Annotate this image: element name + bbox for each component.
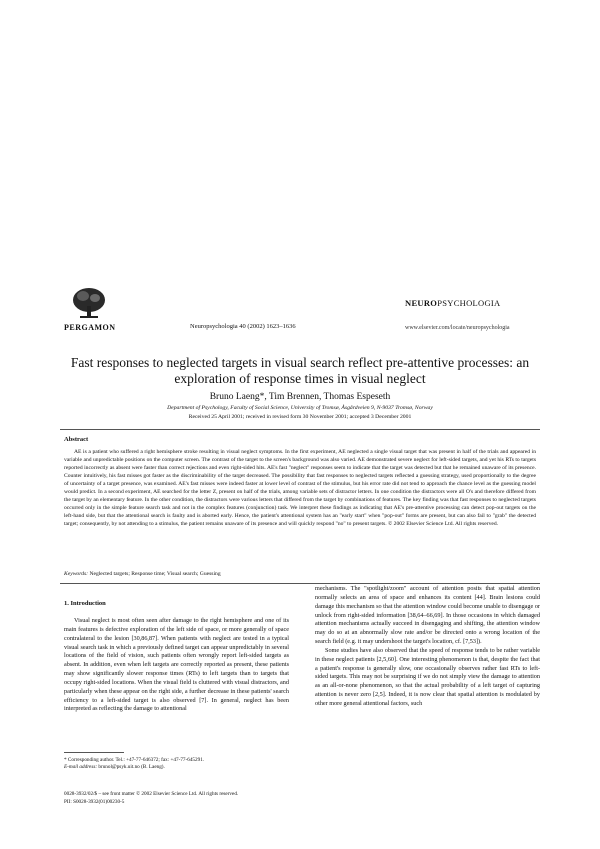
footnote-corresponding: * Corresponding author. Tel.: +47-77-646372; fax: +47-77-645291. [64, 757, 205, 763]
section-heading: 1. Introduction [64, 600, 106, 607]
journal-citation: Neuropsychologia 40 (2002) 1623–1636 [190, 323, 296, 330]
publisher-emblem-icon [70, 286, 108, 320]
issn-line: 0028-3932/02/$ – see front matter © 2002 Elsevier Science Ltd. All rights reserved. [64, 791, 239, 797]
article-affiliation: Department of Psychology, Faculty of Social Science, University of Tromsø, Åsgårdveien 9, N-9037 Tromsø, Norway [167, 405, 433, 411]
paragraph: mechanisms. The "spotlight/zoom" account of attention posits that spatial attention normally selects an area of space and enhances its content [44]. Brain lesions could damage this mechanism so that the attention window could become unable to disengage or unlock from right-sided information [38,64–66,69]. In those occasions in which damaged attention mechanisms actually succeed in disengaging and shifting, the attention window may do so at an abnormally slow rate and/or be directed onto a wrong location of the search field (e.g. it may undershoot the target's location, cf. [7,53]). [315, 585, 540, 646]
footnote [64, 757, 289, 771]
bottom-info [64, 791, 238, 806]
keywords-list: Neglected targets; Response time; Visual search; Guessing [89, 571, 221, 577]
publisher-name: PERGAMON [64, 323, 116, 332]
paragraph: Visual neglect is most often seen after damage to the right hemisphere and one of its main features is defective exploration of the left side of space, or more generally of space contralateral to the lesion [30,86,87]. When patients with neglect are tested in a typical visual search task in which a previously defined target can appear unpredictably in several locations of the field of vision, such patients often wrongly report left-sided targets as absent. In addition, even when left targets are correctly reported as present, these patients may show significantly slower response times (RTs) to left targets than to targets that occupy right-sided locations. When the visual field is cluttered with visual distractors, and particularly when these appear on the right side, a further decrease in these patients' search efficiency to a left-sided target is also observed [7]. In general, neglect has been interpreted as reflecting the damage to attentional [64, 617, 289, 713]
journal-name-rest: PSYCHOLOGIA [437, 298, 501, 308]
abstract-text: AE is a patient who suffered a right hemisphere stroke resulting in visual neglect symptoms. In the first experiment, AE neglected a single visual target that was present in half of the trials and appeared in variable and unpredictable positions on the computer screen. The contrast of the target to the screen's background was also varied. AE demonstrated severe neglect for left-sided targets, and yet his RTs to targets reported incorrectly as absent were faster than correct rejections and even right-sided hits. AE's fast "neglect" responses seem to indicate that the target was detected but that he remained unaware of its presence. Counter intuitively, his fast misses got faster as the discriminability of the target decreased. The possibility that fast responses to neglected targets reflected a guessing strategy, used proportionally to the degree of uncertainty of a target presence, was examined. AE's fast misses were indeed faster at lower level of contrast of the stimulus, but his error rate did not tend to approach the chance level as the guessing model would predict. In a second experiment, AE searched for the letter Z, present on half of the trials, among variable sets of distractor letters. In one condition the distractors were all O's and therefore differed from the target by an elementary feature. In the other condition, the distractors were various letters that differed from the target by combinations of features. The key finding was that fast responses to neglected targets occurred only in the simple feature search task and not in the complex features (conjunction) task. We interpret these findings as indicating that AE's pre-attentive processing can detect pop-out targets on the left-hand side, but that the attentional search is faulty and is aborted early. Hence, the patient's attentional system has an "early start" when "pop-out" forms are present, but can also fail to "grab" the detected target; consequently, by not attending to a stimulus, the patient remains unaware of its presence and will quickly respond "no" to present targets. © 2002 Elsevier Science Ltd. All rights reserved. [64, 449, 536, 527]
keywords-label: Keywords: [64, 571, 89, 577]
journal-url[interactable]: www.elsevier.com/locate/neuropsychologia [405, 325, 510, 331]
journal-name-bold: NEURO [405, 298, 438, 308]
divider-bottom [60, 583, 540, 584]
pii-line: PII: S0028-3932(01)00230-5 [64, 798, 125, 805]
email-label: E-mail address: [64, 764, 98, 770]
footnote-email [64, 764, 289, 771]
article-authors: Bruno Laeng*, Tim Brennen, Thomas Espeseth [209, 392, 391, 402]
abstract-heading: Abstract [64, 436, 89, 443]
article-dates: Received 25 April 2001; received in revised form 30 November 2001; accepted 3 December 2001 [188, 414, 412, 420]
journal-name [405, 298, 500, 308]
footnote-divider [64, 752, 124, 753]
left-column [64, 617, 289, 714]
paragraph: Some studies have also observed that the speed of response tends to be rather variable in these neglect patients [2,5,60]. One interesting phenomenon is that, despite the fact that a patient's response is generally slow, one occasionally observes rather fast RTs to left-sided targets. This may not be surprising if we do not simply view the damage to attention as an all-or-none phenomenon, so that the actual probability of a left target of capturing attention is never zero [2,5]. Indeed, it is now clear that spatial attention is modulated by other more general attentional factors, such [315, 646, 540, 707]
divider-top [60, 429, 540, 430]
article-title: Fast responses to neglected targets in visual search reflect pre-attentive processes: an exploration of response times in visual neglect [70, 355, 530, 386]
right-column [315, 585, 540, 709]
keywords [64, 571, 536, 577]
email-value[interactable]: brunol@psyk.uit.no (B. Laeng). [98, 764, 165, 770]
